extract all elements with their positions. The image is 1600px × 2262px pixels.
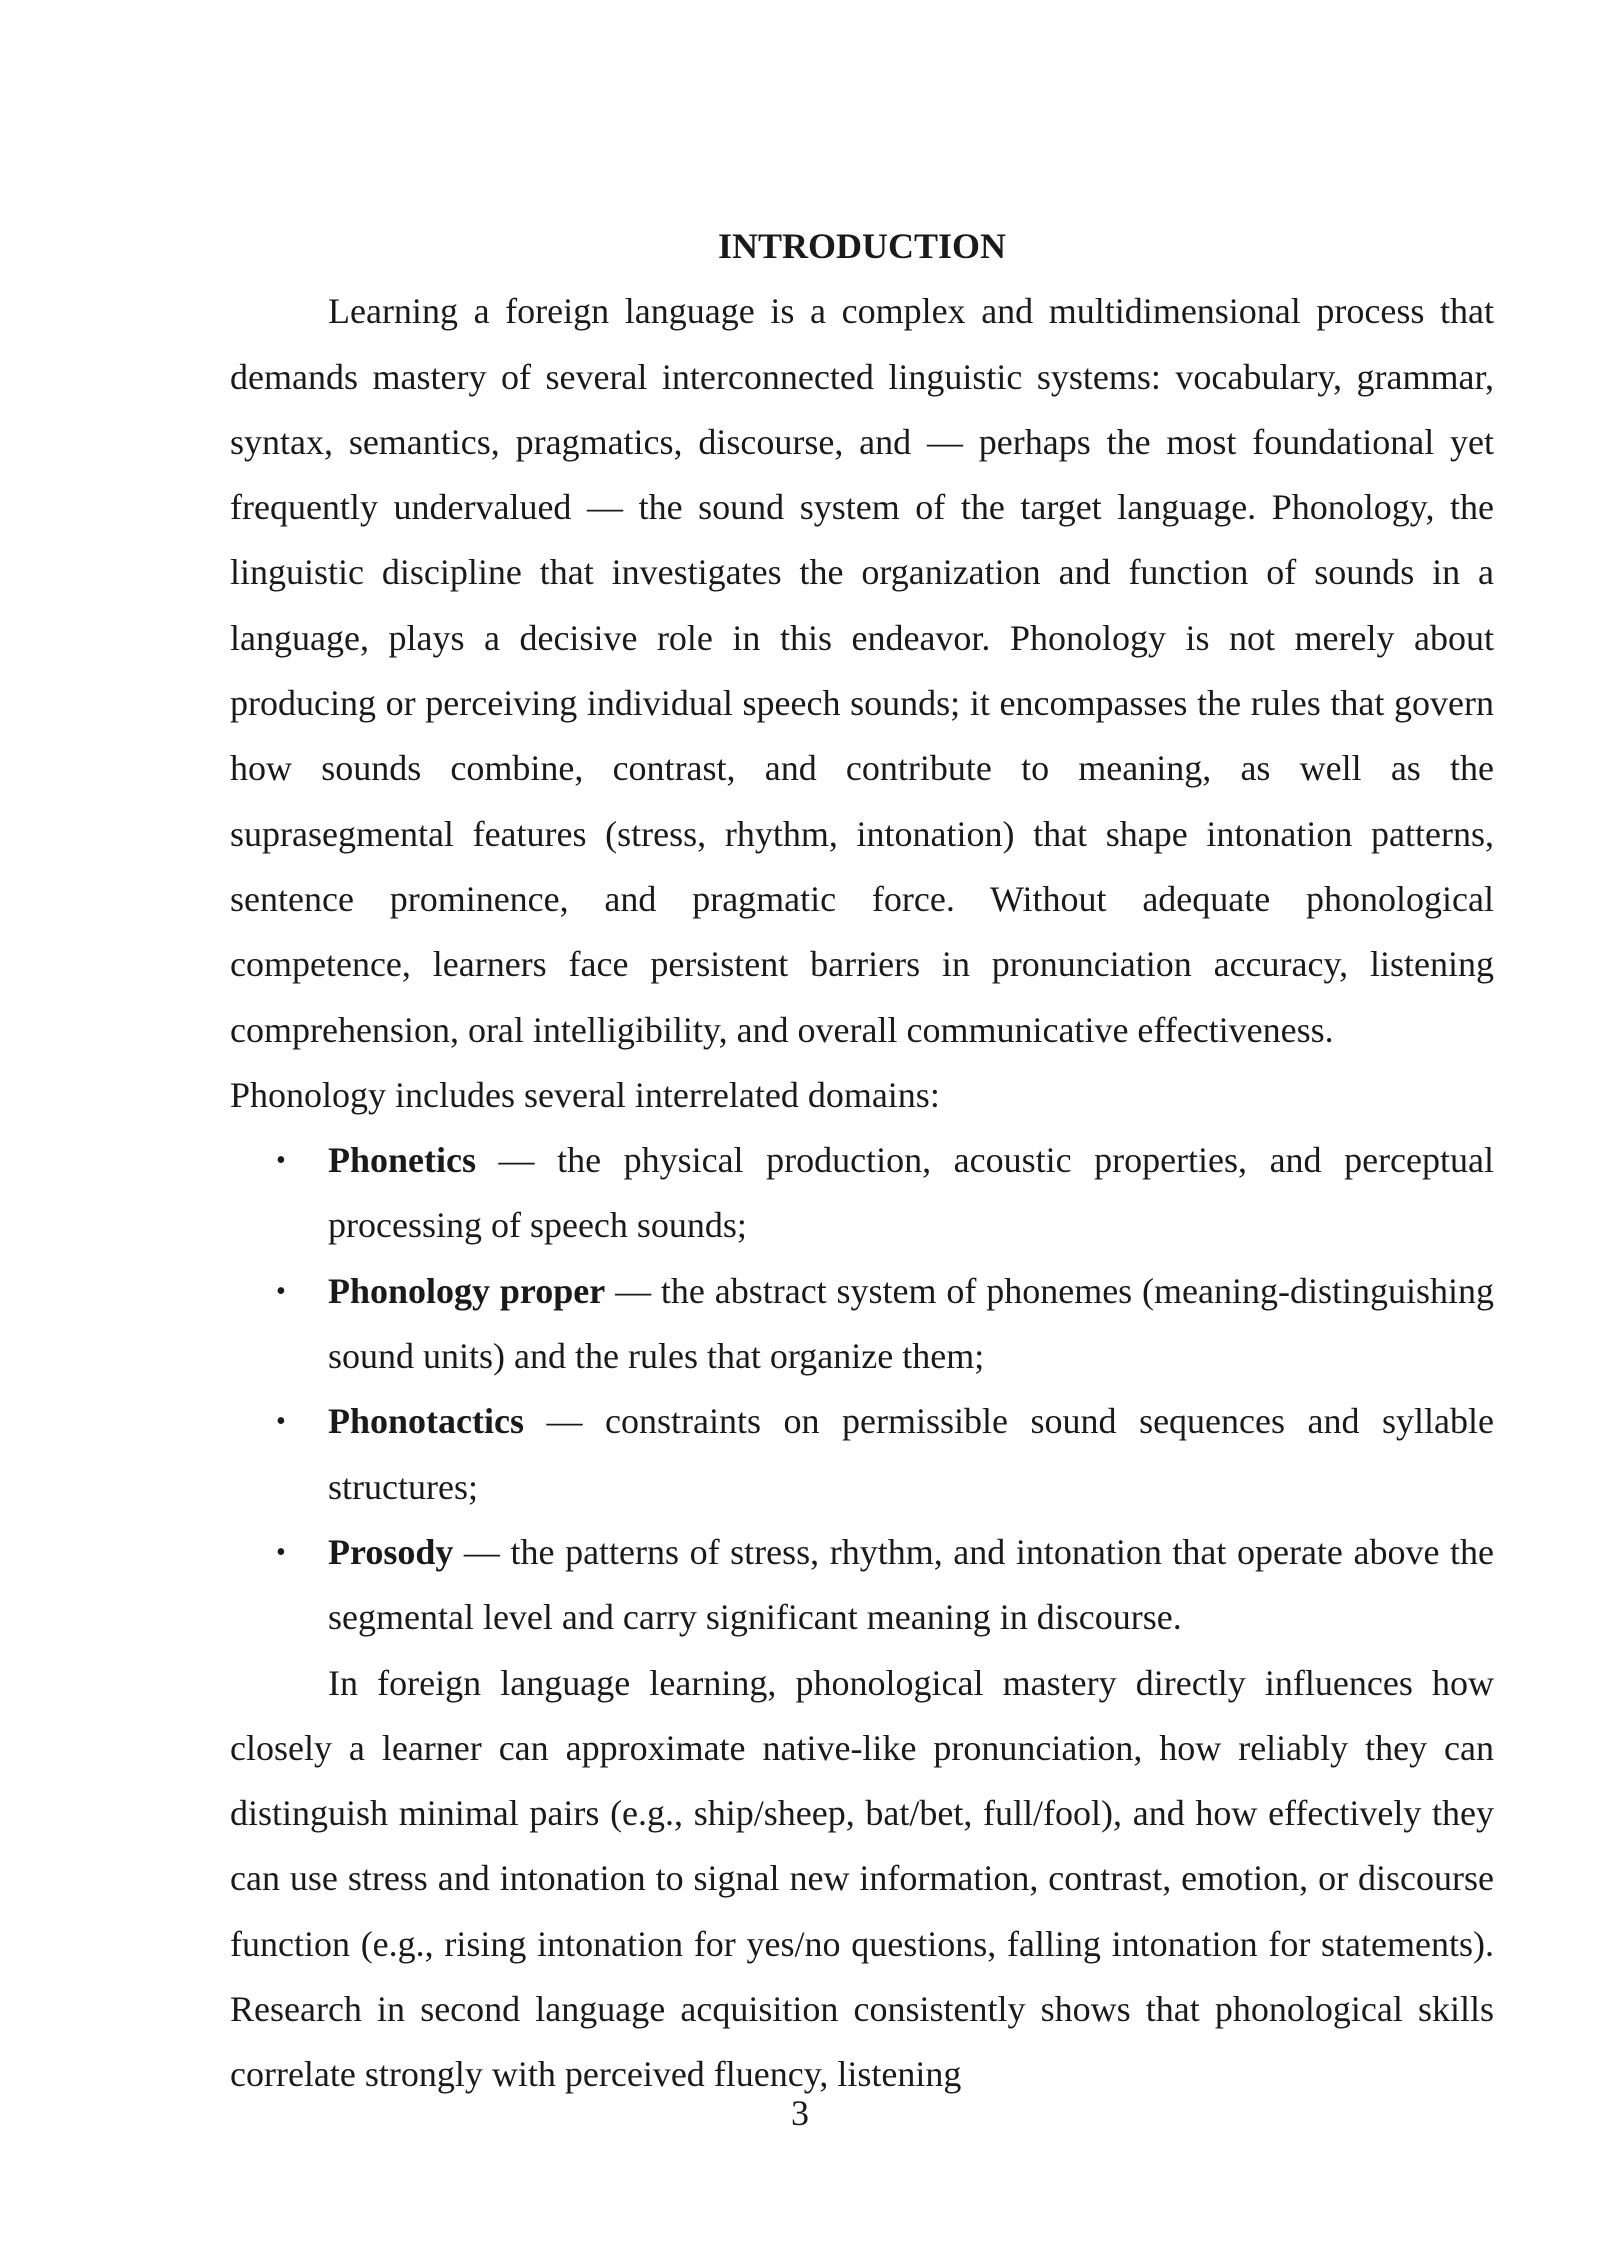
domain-term: Phonetics xyxy=(328,1140,476,1181)
bullet-icon: • xyxy=(276,1406,286,1438)
page-content xyxy=(230,214,1494,2108)
domain-term: Prosody xyxy=(328,1531,454,1572)
domain-description: — the physical production, acoustic properties, and perceptual processing of speech sounds; xyxy=(328,1140,1494,1246)
domain-description: — the patterns of stress, rhythm, and intonation that operate above the segmental level and carry significant meaning in discourse. xyxy=(328,1531,1494,1638)
domains-lead-paragraph: Phonology includes several interrelated domains: xyxy=(230,1074,940,1115)
intro-paragraph: Learning a foreign language is a complex and multidimensional process that demands mastery of several interconnected linguistic systems: vocabulary, grammar, syntax, semantics, pragmatics, discourse, and — perhaps the most foundational yet frequently undervalued — the sound system of the target language. Phonology, the linguistic discipline that investigates the organization and function of sounds in a language, plays a decisive role in this endeavor. Phonology is not merely about producing or perceiving individual speech sounds; it encompasses the rules that govern how sounds combine, contrast, and contribute to meaning, as well as the suprasegmental features (stress, rhythm, intonation) that shape intonation patterns, sentence prominence, and pragmatic force. Without adequate phonological competence, learners face persistent barriers in pronunciation accuracy, listening comprehension, oral intelligibility, and overall communicative effectiveness. xyxy=(230,291,1494,1050)
closing-paragraph: In foreign language learning, phonological mastery directly influences how closely a learner can approximate native-like pronunciation, how reliably they can distinguish minimal pairs (e.g., ship/sheep, bat/bet, full/fool), and how effectively they can use stress and intonation to signal new information, contrast, emotion, or discourse function (e.g., rising intonation for yes/no questions, falling intonation for statements). Research in second language acquisition consistently shows that phonological skills correlate strongly with perceived fluency, listening xyxy=(230,1662,1494,2095)
domain-item-phonetics xyxy=(230,1128,1494,1259)
domain-item-phonotactics xyxy=(230,1389,1494,1520)
domain-term: Phonotactics xyxy=(328,1401,524,1442)
section-heading: INTRODUCTION xyxy=(717,226,1007,266)
bullet-icon: • xyxy=(276,1536,286,1568)
page-number: 3 xyxy=(791,2093,809,2133)
domain-description: — the abstract system of phonemes (meaning-distinguishing sound units) and the rules that organize them; xyxy=(328,1270,1494,1377)
domain-term: Phonology proper xyxy=(328,1270,606,1311)
domain-item-phonology-proper xyxy=(230,1259,1494,1390)
bullet-icon: • xyxy=(276,1275,286,1307)
domain-description: — constraints on permissible sound sequences and syllable structures; xyxy=(328,1401,1494,1507)
domain-item-prosody xyxy=(230,1520,1494,1651)
domains-list xyxy=(230,1128,1494,1650)
bullet-icon: • xyxy=(276,1145,286,1177)
